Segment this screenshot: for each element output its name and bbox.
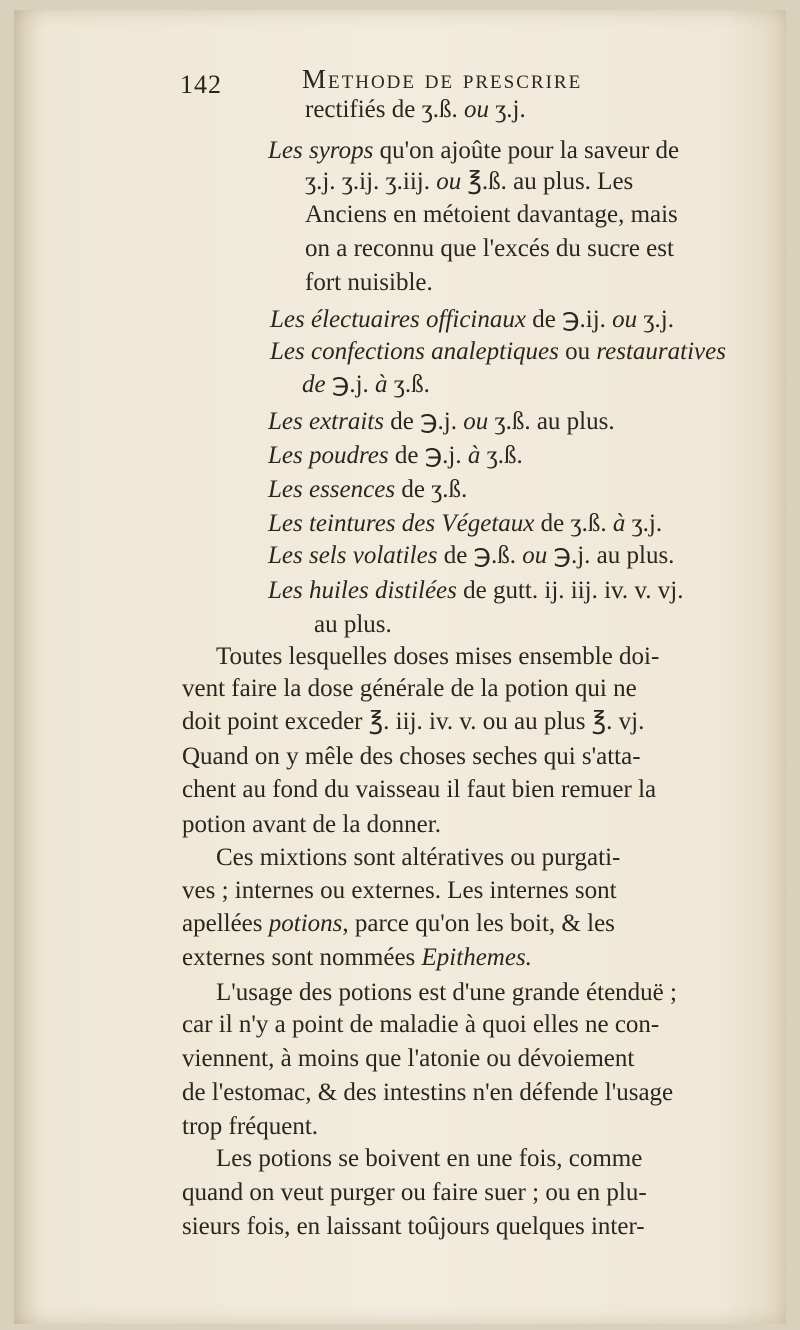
italic-segment: ou (463, 96, 489, 123)
text-line (182, 1010, 659, 1040)
text-segment: ℥.ß. au plus. Les (461, 168, 634, 195)
text-line (268, 475, 467, 505)
text-line (302, 370, 430, 400)
text-line (314, 610, 392, 640)
text-segment: vent faire la dose générale de la potion qui ne (182, 675, 637, 702)
text-segment: L'usage des potions est d'une grande étenduë ; (216, 979, 677, 1006)
text-segment: au plus. (314, 611, 392, 638)
text-segment: Les potions se boivent en une fois, comme (216, 1145, 643, 1172)
text-segment: ʒ.ß. (387, 371, 430, 398)
text-line (268, 509, 662, 539)
text-line (182, 909, 615, 939)
italic-segment: à (375, 371, 388, 398)
italic-segment: Les essences (268, 476, 396, 503)
text-segment: qu'on ajoûte pour la saveur de (373, 137, 680, 164)
italic-segment: ou (463, 408, 489, 435)
italic-segment: Les teintures des Végetaux (268, 510, 535, 537)
text-segment: ʒ.ß. au plus. (488, 408, 615, 435)
italic-segment: potions (268, 910, 343, 937)
italic-segment: Les confections analeptiques (270, 338, 559, 365)
text-line (182, 1178, 647, 1208)
text-segment: ʒ.j. (625, 510, 663, 537)
italic-segment: Les extraits (268, 408, 384, 435)
italic-segment: Les huiles distilées (268, 577, 457, 604)
italic-segment: ou (436, 168, 462, 195)
text-segment: quand on veut purger ou faire suer ; ou en plu- (182, 1179, 647, 1206)
text-segment: ʒ.j. (488, 96, 526, 123)
italic-segment: restauratives (596, 338, 726, 365)
text-segment: Toutes lesquelles doses mises ensemble doi- (216, 643, 660, 670)
italic-segment: à (467, 442, 481, 469)
text-line (268, 407, 615, 437)
text-line (182, 775, 656, 805)
text-segment: de ℈.j. (383, 408, 464, 435)
text-segment: de ℈.j. (388, 442, 468, 469)
text-line (182, 1112, 318, 1142)
italic-segment: Les électuaires officinaux (270, 306, 526, 333)
text-segment: on a reconnu que l'excés du sucre est (305, 235, 674, 262)
text-segment: Quand on y mêle des choses seches qui s'atta- (182, 743, 641, 770)
text-segment: car il n'y a point de maladie à quoi elles ne con- (182, 1011, 660, 1038)
running-head: Methode de prescrire (302, 64, 583, 94)
text-segment: de gutt. ij. iij. iv. v. vj. (456, 577, 684, 604)
text-line (270, 337, 726, 367)
text-line (305, 268, 433, 298)
text-segment: Ces mixtions sont altératives ou purgati- (216, 844, 621, 871)
text-segment: Anciens en métoient davantage, mais (305, 201, 678, 228)
text-segment: ʒ.j. ʒ.ij. ʒ.iij. (305, 168, 437, 195)
text-line (182, 1078, 673, 1108)
text-line (305, 95, 526, 125)
text-line (305, 234, 674, 264)
text-line (216, 642, 659, 672)
text-line (305, 167, 633, 197)
text-segment: doit point exceder ℥. iij. iv. v. ou au plus ℥. vj. (182, 708, 645, 735)
text-line (182, 1212, 645, 1242)
text-segment: apellées (182, 910, 269, 937)
text-line (268, 441, 523, 471)
text-segment: ℈.j. (325, 371, 376, 398)
text-segment: ou (558, 338, 597, 365)
text-segment: de l'estomac, & des intestins n'en défende l'usage (182, 1079, 674, 1106)
italic-segment: Epithemes. (421, 944, 532, 971)
italic-segment: Les syrops (268, 137, 374, 164)
text-segment: de ʒ.ß. (534, 510, 613, 537)
italic-segment: ou (522, 542, 548, 569)
text-line (268, 576, 684, 606)
text-segment: trop fréquent. (182, 1113, 319, 1140)
text-line (182, 707, 644, 737)
text-segment: potion avant de la donner. (182, 811, 441, 838)
italic-segment: de (302, 371, 326, 398)
text-line (216, 843, 620, 873)
text-segment: externes sont nommées (182, 944, 422, 971)
text-segment: de ℈.ß. (437, 542, 523, 569)
text-line (305, 200, 678, 230)
text-segment: de ʒ.ß. (395, 476, 468, 503)
text-line (182, 1044, 634, 1074)
italic-segment: ou (612, 306, 638, 333)
text-segment: rectifiés de ʒ.ß. (305, 96, 464, 123)
text-segment: ʒ.ß. (480, 442, 523, 469)
text-segment: sieurs fois, en laissant toûjours quelques inter- (182, 1213, 645, 1240)
text-segment: ves ; internes ou externes. Les internes sont (182, 877, 617, 904)
text-line (182, 810, 441, 840)
page-number: 142 (180, 70, 222, 99)
text-line (182, 742, 641, 772)
text-line (270, 305, 674, 335)
italic-segment: à (612, 510, 626, 537)
italic-segment: Les sels volatiles (268, 542, 438, 569)
text-segment: fort nuisible. (305, 269, 433, 296)
text-segment: , parce qu'on les boit, & les (342, 910, 615, 937)
text-segment: chent au fond du vaisseau il faut bien remuer la (182, 776, 657, 803)
text-line (182, 943, 532, 973)
text-segment: ℈.j. au plus. (547, 542, 675, 569)
text-line (182, 876, 617, 906)
text-line (268, 541, 674, 571)
text-segment: ʒ.j. (637, 306, 674, 333)
italic-segment: Les poudres (268, 442, 389, 469)
text-segment: de ℈.ij. (525, 306, 613, 333)
text-line (268, 136, 679, 166)
text-line (182, 674, 637, 704)
text-segment: viennent, à moins que l'atonie ou dévoiement (182, 1045, 635, 1072)
text-line (216, 1144, 642, 1174)
text-line (216, 978, 677, 1008)
